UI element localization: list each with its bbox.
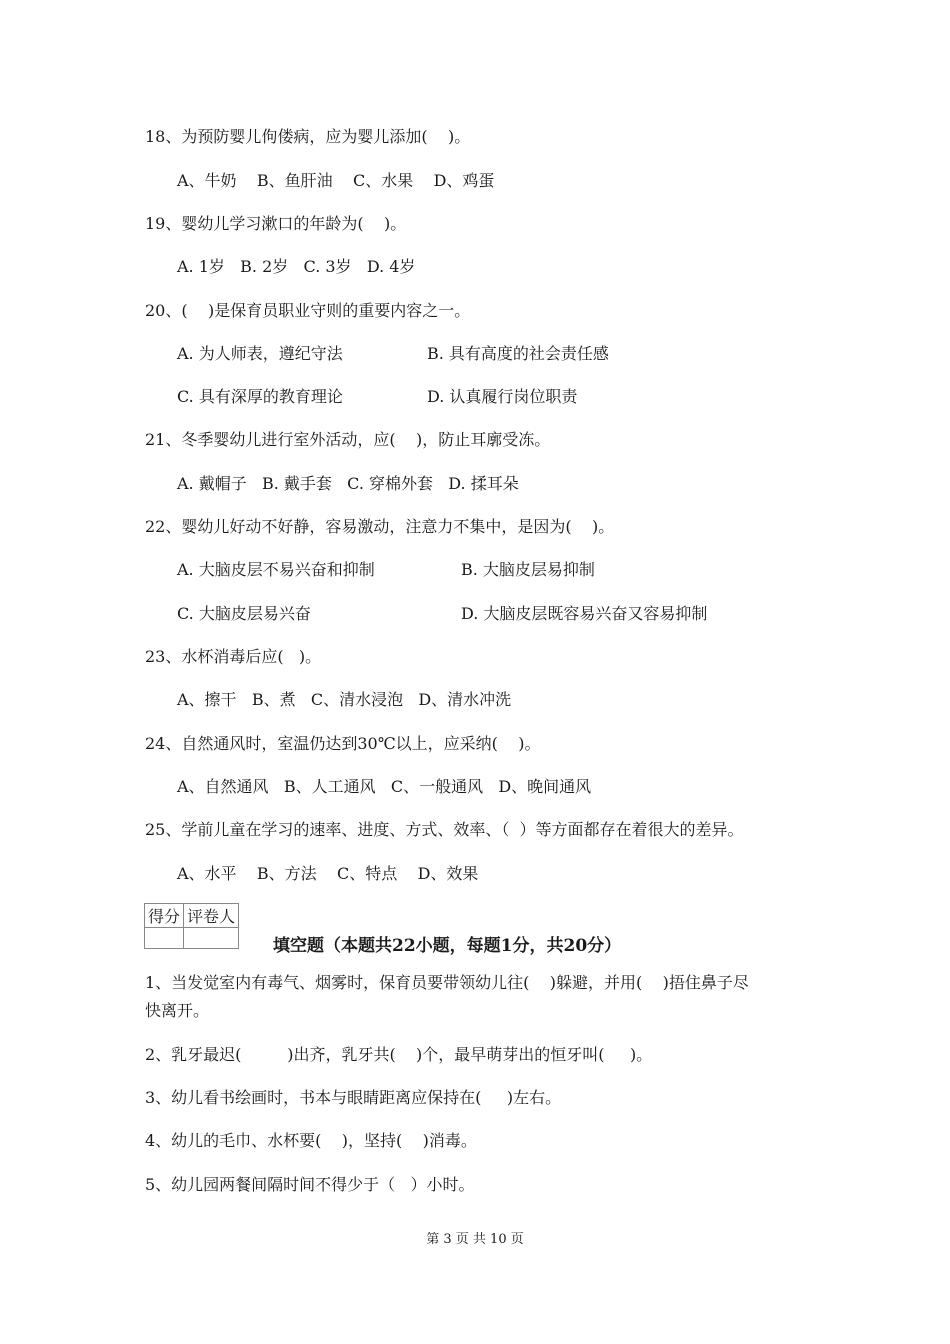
question-20-option-c: C. 具有深厚的教育理论 <box>177 387 343 406</box>
grader-label: 评卷人 <box>184 904 239 928</box>
score-box <box>144 903 239 949</box>
question-25: 25、学前儿童在学习的速率、进度、方式、效率、（ ）等方面都存在着很大的差异。 <box>145 820 744 839</box>
fill-blank-2: 2、乳牙最迟( )出齐，乳牙共( )个，最早萌芽出的恒牙叫( )。 <box>145 1045 653 1064</box>
question-23-options: A、擦干 B、煮 C、清水浸泡 D、清水冲洗 <box>177 690 512 709</box>
question-25-options: A、水平 B、方法 C、特点 D、效果 <box>177 864 479 883</box>
fill-blank-1-line2: 快离开。 <box>145 1001 210 1020</box>
page-footer: 第 3 页 共 10 页 <box>426 1232 524 1247</box>
question-20-option-a: A. 为人师表，遵纪守法 <box>177 344 343 363</box>
score-cell <box>145 928 184 949</box>
question-19-options: A. 1岁 B. 2岁 C. 3岁 D. 4岁 <box>177 257 416 276</box>
fill-blank-5: 5、幼儿园两餐间隔时间不得少于（ ）小时。 <box>145 1175 475 1194</box>
question-19: 19、婴幼儿学习漱口的年龄为( )。 <box>145 214 407 233</box>
fill-blank-3: 3、幼儿看书绘画时，书本与眼睛距离应保持在( )左右。 <box>145 1088 562 1107</box>
fill-blank-4: 4、幼儿的毛巾、水杯要( )，坚持( )消毒。 <box>145 1131 477 1150</box>
question-20: 20、( )是保育员职业守则的重要内容之一。 <box>145 301 471 320</box>
fill-blank-1-line1: 1、当发觉室内有毒气、烟雾时，保育员要带领幼儿往( )躲避，并用( )捂住鼻子尽 <box>145 973 749 992</box>
grader-cell <box>184 928 239 949</box>
question-21: 21、冬季婴幼儿进行室外活动，应( )，防止耳廓受冻。 <box>145 430 551 449</box>
question-18: 18、为预防婴儿佝偻病，应为婴儿添加( )。 <box>145 127 471 146</box>
question-22-option-d: D. 大脑皮层既容易兴奋又容易抑制 <box>461 604 708 623</box>
question-24: 24、自然通风时，室温仍达到30℃以上，应采纳( )。 <box>145 734 541 753</box>
question-21-options: A. 戴帽子 B. 戴手套 C. 穿棉外套 D. 揉耳朵 <box>177 474 519 493</box>
question-22-option-c: C. 大脑皮层易兴奋 <box>177 604 311 623</box>
question-20-option-d: D. 认真履行岗位职责 <box>427 387 578 406</box>
question-22-option-a: A. 大脑皮层不易兴奋和抑制 <box>177 560 375 579</box>
question-23: 23、水杯消毒后应( )。 <box>145 647 322 666</box>
question-20-option-b: B. 具有高度的社会责任感 <box>427 344 609 363</box>
score-label: 得分 <box>145 904 184 928</box>
question-18-options: A、牛奶 B、鱼肝油 C、水果 D、鸡蛋 <box>177 171 495 190</box>
question-22: 22、婴幼儿好动不好静，容易激动，注意力不集中，是因为( )。 <box>145 517 615 536</box>
question-24-options: A、自然通风 B、人工通风 C、一般通风 D、晚间通风 <box>177 777 592 796</box>
question-22-option-b: B. 大脑皮层易抑制 <box>461 560 595 579</box>
section-title: 填空题（本题共22小题，每题1分，共20分） <box>273 936 622 956</box>
